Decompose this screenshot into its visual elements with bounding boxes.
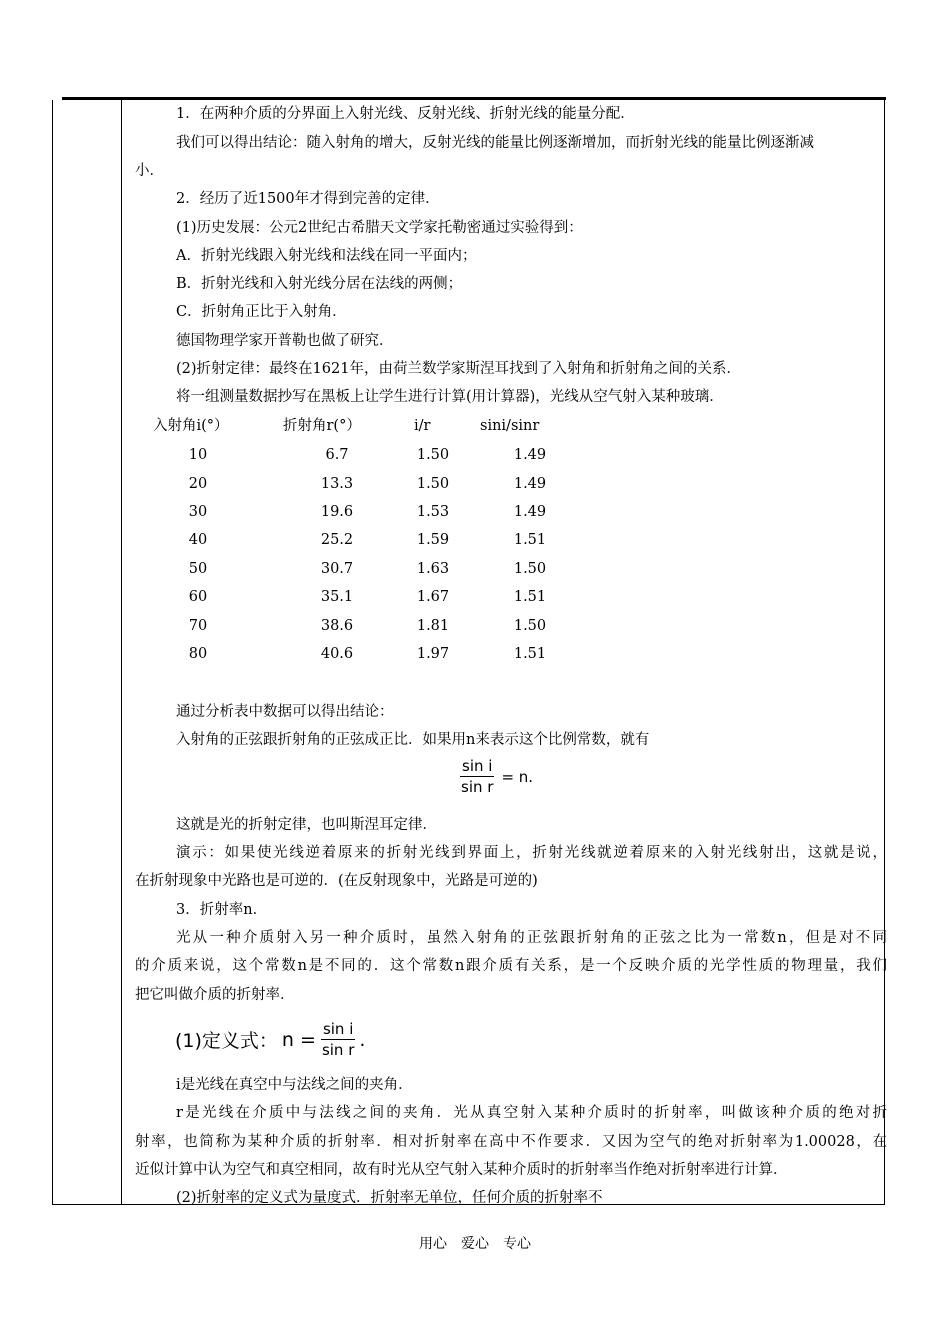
table-cell: 60 xyxy=(188,589,208,605)
table-cell: 1.50 xyxy=(513,561,547,577)
table-cell: 1.50 xyxy=(416,476,450,492)
table-cell: 1.97 xyxy=(416,646,450,662)
text-line: 将一组测量数据抄写在黑板上让学生进行计算(用计算器)，光线从空气射入某种玻璃． xyxy=(176,389,724,405)
formula-denominator: sin r xyxy=(461,778,494,796)
content-cell xyxy=(123,100,887,1206)
table-header-cell: 入射角i(°） xyxy=(153,418,229,434)
page-footer: 用心 爱心 专心 xyxy=(419,1236,531,1252)
text-line: 通过分析表中数据可以得出结论： xyxy=(176,704,394,720)
text-line: (2)折射率的定义式为量度式．折射率无单位，任何介质的折射率不 xyxy=(176,1190,603,1206)
lesson-table-frame xyxy=(52,100,885,1205)
formula-numerator: sin i xyxy=(322,1020,354,1038)
text-line: 光从一种介质射入另一种介质时，虽然入射角的正弦跟折射角的正弦之比为一常数n，但是对不同 xyxy=(176,930,887,946)
table-cell: 1.81 xyxy=(416,618,450,634)
table-cell: 38.6 xyxy=(320,618,354,634)
table-cell: 70 xyxy=(188,618,208,634)
table-row xyxy=(123,446,883,466)
table-cell: 1.50 xyxy=(513,618,547,634)
text-line: 这就是光的折射定律，也叫斯涅耳定律． xyxy=(176,817,437,833)
table-header-cell: i/r xyxy=(414,418,431,434)
table-cell: 30.7 xyxy=(320,561,354,577)
table-cell: 1.50 xyxy=(416,447,450,463)
table-cell: 1.49 xyxy=(513,504,547,520)
table-row xyxy=(123,475,883,495)
table-row xyxy=(123,617,883,637)
table-row xyxy=(123,503,883,523)
text-line: i是光线在真空中与法线之间的夹角． xyxy=(176,1077,413,1093)
table-row xyxy=(123,588,883,608)
text-line: 入射角的正弦跟折射角的正弦成正比．如果用n来表示这个比例常数，就有 xyxy=(176,732,650,748)
formula-rhs: = n. xyxy=(501,767,534,786)
table-cell: 19.6 xyxy=(320,504,354,520)
text-line: 1．在两种介质的分界面上入射光线、反射光线、折射光线的能量分配． xyxy=(176,106,635,122)
table-cell: 25.2 xyxy=(320,532,354,548)
definition-formula xyxy=(175,1021,365,1058)
table-cell: 1.53 xyxy=(416,504,450,520)
table-cell: 40 xyxy=(188,532,208,548)
table-cell: 1.67 xyxy=(416,589,450,605)
text-line: A．折射光线跟入射光线和法线在同一平面内； xyxy=(176,248,477,264)
table-header-cell: 折射角r(°） xyxy=(283,418,361,434)
text-line: 2．经历了近1500年才得到完善的定律． xyxy=(176,191,440,207)
table-row xyxy=(123,531,883,551)
text-line: B．折射光线和入射光线分居在法线的两侧； xyxy=(176,276,463,292)
definition-suffix: . xyxy=(359,1028,366,1051)
formula-numerator: sin i xyxy=(462,757,493,775)
table-cell: 80 xyxy=(188,646,208,662)
text-line: 3．折射率n． xyxy=(176,902,268,918)
table-cell: 13.3 xyxy=(320,476,354,492)
table-header-cell: sini/sinr xyxy=(480,418,540,434)
table-cell: 1.51 xyxy=(513,646,547,662)
text-line: C．折射角正比于入射角． xyxy=(176,304,347,320)
table-row xyxy=(123,645,883,665)
table-cell: 50 xyxy=(188,561,208,577)
table-cell: 1.49 xyxy=(513,447,547,463)
left-column xyxy=(53,100,122,1204)
table-cell: 1.51 xyxy=(513,589,547,605)
text-line: 把它叫做介质的折射率． xyxy=(135,987,295,1003)
table-cell: 10 xyxy=(188,447,208,463)
definition-prefix: (1)定义式： xyxy=(175,1030,278,1052)
table-cell: 1.49 xyxy=(513,476,547,492)
text-line: 德国物理学家开普勒也做了研究． xyxy=(176,333,394,349)
formula-denominator: sin r xyxy=(321,1041,355,1059)
table-cell: 1.63 xyxy=(416,561,450,577)
table-header-row xyxy=(123,417,883,437)
text-line: (1)历史发展：公元2世纪古希腊天文学家托勒密通过实验得到： xyxy=(176,220,583,236)
table-cell: 30 xyxy=(188,504,208,520)
text-line: r是光线在介质中与法线之间的夹角．光从真空射入某种介质时的折射率，叫做该种介质的绝对折 xyxy=(176,1105,887,1121)
refraction-law-formula xyxy=(459,758,539,795)
text-line: 近似计算中认为空气和真空相同，故有时光从空气射入某种介质时的折射率当作绝对折射率进行计算． xyxy=(135,1162,788,1178)
text-line: 的介质来说，这个常数n是不同的．这个常数n跟介质有关系，是一个反映介质的光学性质的物理量，我们 xyxy=(135,958,887,974)
table-cell: 1.59 xyxy=(416,532,450,548)
table-cell: 6.7 xyxy=(325,447,349,463)
table-cell: 20 xyxy=(188,476,208,492)
table-cell: 35.1 xyxy=(320,589,354,605)
text-line: 演示：如果使光线逆着原来的折射光线到界面上，折射光线就逆着原来的入射光线射出，这就是说， xyxy=(176,845,887,861)
text-line: (2)折射定律：最终在1621年，由荷兰数学家斯涅耳找到了入射角和折射角之间的关系． xyxy=(176,361,741,377)
definition-lhs: n = xyxy=(281,1028,316,1051)
table-cell: 40.6 xyxy=(320,646,354,662)
table-cell: 1.51 xyxy=(513,532,547,548)
text-line: 我们可以得出结论：随入射角的增大，反射光线的能量比例逐渐增加，而折射光线的能量比例逐渐减 xyxy=(176,135,814,151)
text-line: 在折射现象中光路也是可逆的．(在反射现象中，光路是可逆的) xyxy=(135,873,538,889)
text-line: 射率，也简称为某种介质的折射率．相对折射率在高中不作要求．又因为空气的绝对折射率为1.00028，在 xyxy=(135,1134,887,1150)
text-line: 小． xyxy=(135,163,164,179)
table-row xyxy=(123,560,883,580)
